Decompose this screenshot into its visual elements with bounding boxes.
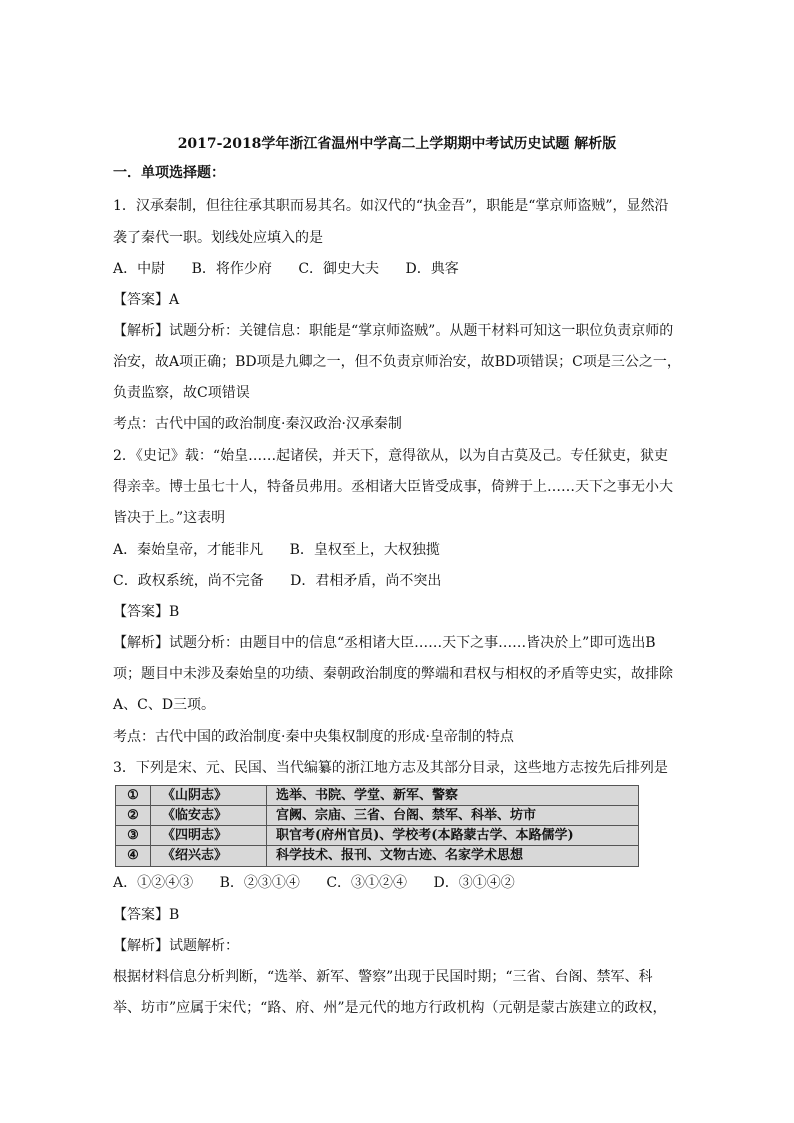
q1-option-d: D．典客	[405, 261, 459, 277]
section-heading: 一．单项选择题：	[113, 165, 225, 181]
q1-option-a: A．中尉	[113, 261, 166, 277]
q2-point: 考点：古代中国的政治制度·秦中央集权制度的形成·皇帝制的特点	[113, 729, 514, 745]
row-book: 《临安志》	[162, 808, 228, 823]
q2-option-d: D．君相矛盾，尚不突出	[290, 573, 442, 589]
q3-option-a: A．①②④③	[113, 875, 194, 891]
q3-material-table	[115, 785, 639, 867]
row-number: ③	[127, 828, 139, 843]
q3-analysis-line-2: 举、坊市”应属于宋代；“路、府、州”是元代的地方行政机构（元朝是蒙古族建立的政权，	[113, 1000, 667, 1016]
q3-option-d: D．③①④②	[433, 875, 515, 891]
q1-analysis-line-2: 治安，故A项正确；BD项是九卿之一，但不负责京师治安，故BD项错误；C项是三公之一，	[113, 354, 681, 370]
q1-point: 考点：古代中国的政治制度·秦汉政治·汉承秦制	[113, 416, 402, 432]
q3-option-b: B．②③①④	[219, 875, 300, 891]
q2-options-row-2	[113, 571, 693, 591]
q1-options	[113, 259, 693, 279]
document-title: 2017-2018学年浙江省温州中学高二上学期期中考试历史试题 解析版	[177, 136, 617, 152]
row-book: 《绍兴志》	[162, 848, 228, 863]
q1-option-b: B．将作少府	[191, 261, 272, 277]
q1-analysis-line-3: 负责监察，故C项错误	[113, 385, 250, 401]
q1-stem-line-2: 袭了秦代一职。划线处应填入的是	[113, 230, 323, 246]
row-content: 宫阙、宗庙、三省、台阁、禁军、科举、坊市	[276, 808, 537, 823]
row-number: ②	[127, 808, 139, 823]
q2-stem-line-1: 2．《史记》载：“始皇……起诸侯，并天下，意得欲从，以为自古莫及己。专任狱吏，狱吏	[113, 448, 669, 464]
row-number: ①	[127, 788, 139, 803]
q2-option-a: A．秦始皇帝，才能非凡	[113, 542, 264, 558]
q2-answer: 【答案】B	[113, 604, 180, 620]
q3-analysis-head: 【解析】试题解析：	[113, 938, 239, 954]
q1-stem-line-1: 1．汉承秦制，但往往承其职而易其名。如汉代的“执金吾”，职能是“掌京师盗贼”，显然沿	[113, 198, 669, 214]
q2-stem-line-2: 得亲幸。博士虽七十人，特备员弗用。丞相诸大臣皆受成事，倚辨于上……天下之事无小大	[113, 479, 673, 495]
q2-stem-line-3: 皆决于上。”这表明	[113, 510, 226, 526]
q3-options	[113, 873, 693, 893]
table-row	[116, 786, 638, 806]
row-number: ④	[127, 848, 139, 863]
q1-answer: 【答案】A	[113, 292, 180, 308]
q2-analysis-line-1: 【解析】试题分析：由题目中的信息“丞相诸大臣……天下之事……皆决於上”即可选出B	[113, 635, 656, 651]
table-row	[116, 826, 638, 846]
q3-answer: 【答案】B	[113, 907, 180, 923]
row-book: 《四明志》	[162, 828, 228, 843]
q1-analysis-line-1: 【解析】试题分析：关键信息：职能是“掌京师盗贼”。从题干材料可知这一职位负责京师的	[113, 323, 674, 339]
q2-options-row-1	[113, 540, 693, 560]
q3-option-c: C．③①②④	[326, 875, 408, 891]
q2-analysis-line-2: 项；题目中未涉及秦始皇的功绩、秦朝政治制度的弊端和君权与相权的矛盾等史实，故排除	[113, 666, 673, 682]
q3-analysis-line-1: 根据材料信息分析判断，“选举、新军、警察”出现于民国时期；“三省、台阁、禁军、科	[113, 969, 653, 985]
table-row	[116, 846, 638, 865]
q1-option-c: C．御史大夫	[298, 261, 380, 277]
table-row	[116, 806, 638, 826]
q3-stem: 3．下列是宋、元、民国、当代编纂的浙江地方志及其部分目录，这些地方志按先后排列是	[113, 760, 668, 776]
q2-analysis-line-3: A、C、D三项。	[113, 697, 216, 713]
q2-option-b: B．皇权至上，大权独揽	[289, 542, 440, 558]
row-content: 选举、书院、学堂、新军、警察	[276, 788, 459, 803]
row-content: 职官考(府州官员)、学校考(本路蒙古学、本路儒学)	[276, 828, 574, 843]
q2-option-c: C．政权系统，尚不完备	[113, 573, 264, 589]
row-content: 科学技术、报刊、文物古迹、名家学术思想	[276, 848, 524, 863]
row-book: 《山阴志》	[162, 788, 228, 803]
